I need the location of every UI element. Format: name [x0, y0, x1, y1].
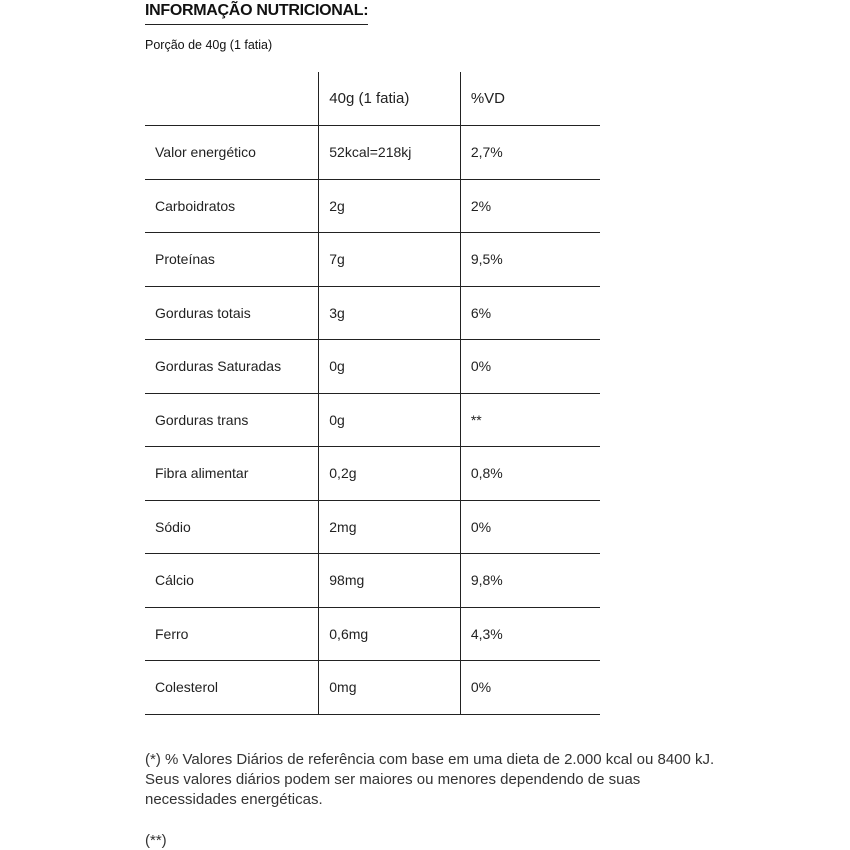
cell-amount: 0g: [319, 340, 461, 394]
cell-nutrient: Carboidratos: [145, 179, 319, 233]
table-row: [145, 500, 600, 554]
table-row: [145, 233, 600, 287]
cell-vd: 0,8%: [460, 447, 600, 501]
cell-amount: 7g: [319, 233, 461, 287]
cell-vd: 9,5%: [460, 233, 600, 287]
table-row: [145, 179, 600, 233]
table-row: [145, 607, 600, 661]
cell-amount: 2g: [319, 179, 461, 233]
cell-vd: 4,3%: [460, 607, 600, 661]
cell-nutrient: Ferro: [145, 607, 319, 661]
cell-amount: 3g: [319, 286, 461, 340]
table-row: [145, 340, 600, 394]
cell-vd: **: [460, 393, 600, 447]
cell-vd: 9,8%: [460, 554, 600, 608]
nutrition-title: INFORMAÇÃO NUTRICIONAL:: [145, 1, 368, 25]
cell-amount: 0g: [319, 393, 461, 447]
table-row: [145, 126, 600, 180]
cell-amount: 98mg: [319, 554, 461, 608]
header-cell-nutrient: [145, 72, 319, 126]
cell-nutrient: Cálcio: [145, 554, 319, 608]
cell-vd: 2,7%: [460, 126, 600, 180]
cell-nutrient: Sódio: [145, 500, 319, 554]
cell-amount: 2mg: [319, 500, 461, 554]
table-header-row: [145, 72, 600, 126]
portion-size: Porção de 40g (1 fatia): [145, 38, 273, 52]
cell-nutrient: Gorduras trans: [145, 393, 319, 447]
cell-amount: 52kcal=218kj: [319, 126, 461, 180]
cell-vd: 0%: [460, 340, 600, 394]
table-row: [145, 554, 600, 608]
cell-vd: 6%: [460, 286, 600, 340]
cell-nutrient: Gorduras Saturadas: [145, 340, 319, 394]
cell-vd: 0%: [460, 500, 600, 554]
cell-amount: 0,6mg: [319, 607, 461, 661]
cell-nutrient: Gorduras totais: [145, 286, 319, 340]
table-row: [145, 393, 600, 447]
cell-nutrient: Colesterol: [145, 661, 319, 715]
cell-amount: 0,2g: [319, 447, 461, 501]
trans-fat-footnote: (**): [145, 832, 167, 849]
table-row: [145, 661, 600, 715]
cell-vd: 2%: [460, 179, 600, 233]
header-cell-vd: %VD: [460, 72, 600, 126]
cell-nutrient: Fibra alimentar: [145, 447, 319, 501]
cell-nutrient: Valor energético: [145, 126, 319, 180]
table-row: [145, 447, 600, 501]
table-row: [145, 286, 600, 340]
cell-vd: 0%: [460, 661, 600, 715]
daily-values-footnote: (*) % Valores Diários de referência com base em uma dieta de 2.000 kcal ou 8400 kJ. Seus valores diários podem ser maiores ou menores dependendo de suas necessidades energéticas.: [145, 751, 715, 808]
cell-amount: 0mg: [319, 661, 461, 715]
nutrition-table: [145, 72, 600, 715]
header-cell-amount: 40g (1 fatia): [319, 72, 461, 126]
cell-nutrient: Proteínas: [145, 233, 319, 287]
